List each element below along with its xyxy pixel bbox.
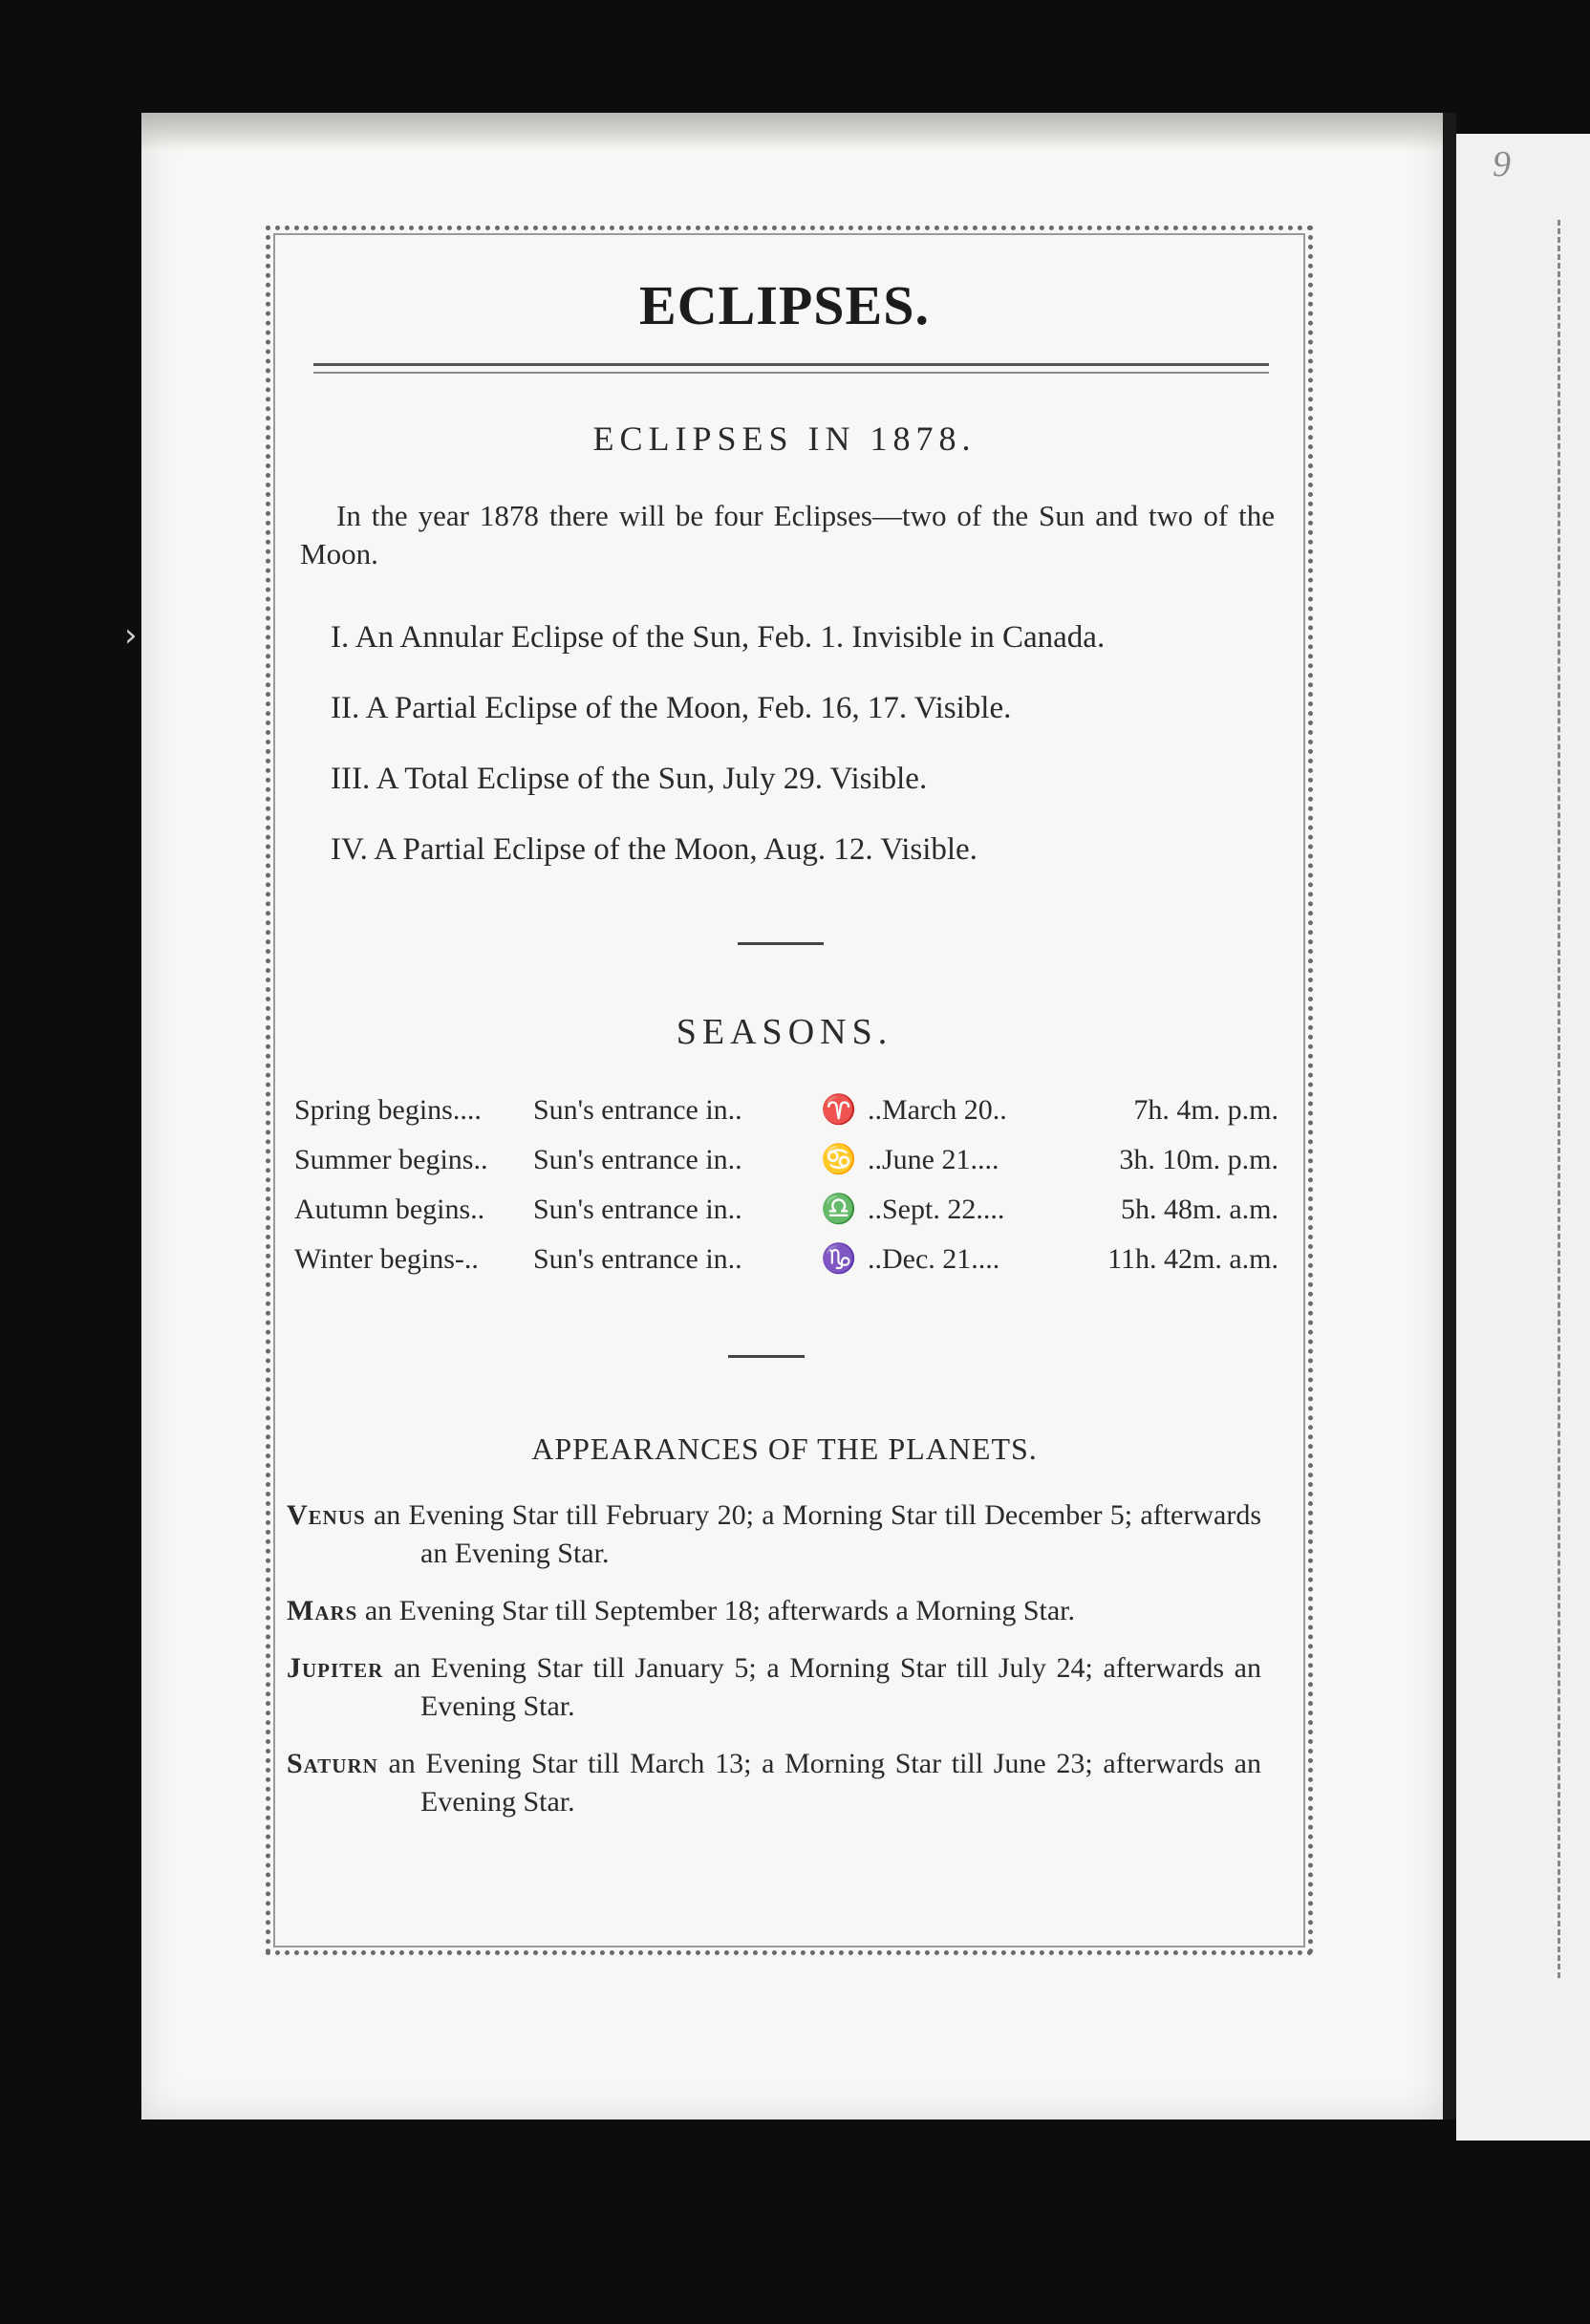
page-top-shadow (141, 113, 1443, 151)
season-date: ..March 20.. (868, 1094, 1007, 1126)
seasons-heading: SEASONS. (676, 1012, 893, 1052)
planet-entry (287, 1649, 1261, 1726)
season-row (294, 1135, 1278, 1185)
season-name: Autumn begins.. (294, 1194, 485, 1225)
season-time: 3h. 10m. p.m. (1119, 1144, 1278, 1175)
planet-text: an Evening Star till September 18; afterwards a Morning Star. (357, 1595, 1075, 1626)
eclipse-item: III. A Total Eclipse of the Sun, July 29. Visible. (331, 762, 928, 796)
stray-mark-icon: › (124, 616, 138, 655)
planet-text: an Evening Star till February 20; a Morning Star till December 5; afterwards an Evening Star. (365, 1499, 1261, 1569)
season-time: 11h. 42m. a.m. (1107, 1243, 1278, 1275)
page-number: 9 (1493, 144, 1511, 184)
eclipse-item: I. An Annular Eclipse of the Sun, Feb. 1. Invisible in Canada. (331, 620, 1106, 655)
facing-page-border (1558, 220, 1563, 1978)
eclipses-intro: In the year 1878 there will be four Eclipses—two of the Sun and two of the Moon. (300, 499, 1275, 570)
eclipse-item: IV. A Partial Eclipse of the Moon, Aug. 12. Visible. (331, 832, 978, 867)
libra-icon: ♎ (821, 1194, 857, 1225)
season-date: ..Sept. 22.... (868, 1194, 1005, 1225)
season-date: ..June 21.... (868, 1144, 999, 1175)
season-row (294, 1235, 1278, 1284)
planet-name: Venus (287, 1499, 366, 1531)
section-divider (728, 1355, 805, 1358)
season-row (294, 1086, 1278, 1135)
title-rule (313, 363, 1269, 374)
eclipse-list (331, 602, 1277, 885)
section-divider (738, 942, 824, 945)
season-entrance: Sun's entrance in.. (533, 1144, 742, 1175)
season-time: 7h. 4m. p.m. (1133, 1094, 1278, 1126)
season-time: 5h. 48m. a.m. (1121, 1194, 1278, 1225)
eclipse-item: II. A Partial Eclipse of the Moon, Feb. 16, 17. Visible. (331, 691, 1012, 725)
planet-text: an Evening Star till March 13; a Morning Star till June 23; afterwards an Evening Star. (377, 1748, 1261, 1818)
cancer-icon: ♋ (821, 1144, 857, 1175)
season-date: ..Dec. 21.... (868, 1243, 1000, 1275)
planet-entry (287, 1745, 1261, 1821)
season-name: Summer begins.. (294, 1144, 488, 1175)
book-gutter (1443, 113, 1456, 2120)
planets-list (287, 1496, 1261, 1840)
eclipses-heading: ECLIPSES IN 1878. (592, 420, 977, 458)
capricorn-icon: ♑ (821, 1243, 857, 1275)
page-title: ECLIPSES. (639, 274, 930, 336)
planet-text: an Evening Star till January 5; a Morning Star till July 24; afterwards an Evening Star. (383, 1652, 1261, 1722)
planet-name: Saturn (287, 1748, 378, 1779)
facing-page (1456, 134, 1590, 2141)
planet-name: Jupiter (287, 1652, 384, 1684)
seasons-table (294, 1086, 1278, 1284)
planet-entry (287, 1496, 1261, 1573)
aries-icon: ♈ (821, 1094, 857, 1126)
season-entrance: Sun's entrance in.. (533, 1094, 742, 1126)
season-entrance: Sun's entrance in.. (533, 1194, 742, 1225)
planet-entry (287, 1592, 1261, 1630)
season-entrance: Sun's entrance in.. (533, 1243, 742, 1275)
season-name: Winter begins-.. (294, 1243, 479, 1275)
planet-name: Mars (287, 1595, 358, 1626)
season-name: Spring begins.... (294, 1094, 482, 1126)
season-row (294, 1185, 1278, 1235)
planets-heading: APPEARANCES OF THE PLANETS. (531, 1431, 1038, 1466)
